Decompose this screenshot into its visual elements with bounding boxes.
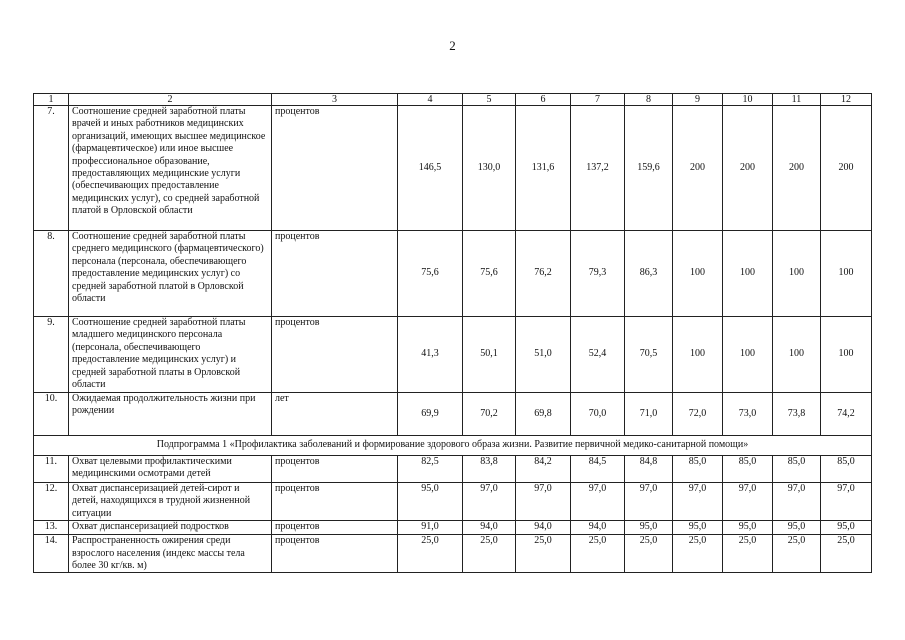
value-cell: 97,0 <box>516 483 571 521</box>
value-cell: 100 <box>821 231 872 317</box>
column-header: 10 <box>723 94 773 106</box>
unit-cell: процентов <box>272 521 398 535</box>
value-cell: 71,0 <box>625 393 673 436</box>
value-cell: 91,0 <box>398 521 463 535</box>
row-number: 10. <box>34 393 69 436</box>
table-row <box>34 106 872 231</box>
column-header: 8 <box>625 94 673 106</box>
row-number: 11. <box>34 456 69 483</box>
section-title: Подпрограмма 1 «Профилактика заболеваний и формирование здорового образа жизни. Развитие первичной медико-санитарной помощи» <box>34 436 872 456</box>
value-cell: 97,0 <box>723 483 773 521</box>
value-cell: 95,0 <box>398 483 463 521</box>
indicator-name: Соотношение средней заработной платы младшего медицинского персонала (персонала, обеспечивающего предоставление медицинских услуг) и средней заработной платы в Орловской области <box>69 317 272 393</box>
column-header: 1 <box>34 94 69 106</box>
value-cell: 97,0 <box>625 483 673 521</box>
unit-cell: процентов <box>272 483 398 521</box>
value-cell: 200 <box>673 106 723 231</box>
value-cell: 25,0 <box>516 535 571 573</box>
value-cell: 85,0 <box>821 456 872 483</box>
column-header: 6 <box>516 94 571 106</box>
value-cell: 82,5 <box>398 456 463 483</box>
row-number: 13. <box>34 521 69 535</box>
value-cell: 100 <box>773 317 821 393</box>
value-cell: 94,0 <box>463 521 516 535</box>
value-cell: 69,9 <box>398 393 463 436</box>
value-cell: 97,0 <box>821 483 872 521</box>
table-row <box>34 393 872 436</box>
indicator-name: Соотношение средней заработной платы среднего медицинского (фармацевтического) персонала (персонала, обеспечивающего предоставление медицинских услуг) со средней заработной платой в Орловской области <box>69 231 272 317</box>
value-cell: 83,8 <box>463 456 516 483</box>
value-cell: 84,8 <box>625 456 673 483</box>
value-cell: 25,0 <box>625 535 673 573</box>
value-cell: 95,0 <box>773 521 821 535</box>
value-cell: 70,5 <box>625 317 673 393</box>
table-row <box>34 456 872 483</box>
row-number: 12. <box>34 483 69 521</box>
value-cell: 75,6 <box>398 231 463 317</box>
column-header: 4 <box>398 94 463 106</box>
value-cell: 200 <box>723 106 773 231</box>
column-header: 12 <box>821 94 872 106</box>
value-cell: 94,0 <box>516 521 571 535</box>
value-cell: 94,0 <box>571 521 625 535</box>
table-row <box>34 317 872 393</box>
value-cell: 25,0 <box>673 535 723 573</box>
unit-cell: процентов <box>272 317 398 393</box>
unit-cell: процентов <box>272 535 398 573</box>
value-cell: 41,3 <box>398 317 463 393</box>
header-row <box>34 94 872 106</box>
value-cell: 25,0 <box>398 535 463 573</box>
value-cell: 100 <box>673 317 723 393</box>
value-cell: 97,0 <box>463 483 516 521</box>
value-cell: 95,0 <box>673 521 723 535</box>
value-cell: 130,0 <box>463 106 516 231</box>
value-cell: 69,8 <box>516 393 571 436</box>
value-cell: 70,2 <box>463 393 516 436</box>
page-number: 2 <box>449 38 456 53</box>
value-cell: 97,0 <box>571 483 625 521</box>
column-header: 3 <box>272 94 398 106</box>
value-cell: 73,8 <box>773 393 821 436</box>
unit-cell: процентов <box>272 106 398 231</box>
value-cell: 95,0 <box>821 521 872 535</box>
value-cell: 50,1 <box>463 317 516 393</box>
indicator-name: Охват диспансеризацией детей-сирот и детей, находящихся в трудной жизненной ситуации <box>69 483 272 521</box>
value-cell: 159,6 <box>625 106 673 231</box>
value-cell: 70,0 <box>571 393 625 436</box>
value-cell: 25,0 <box>773 535 821 573</box>
indicator-name: Распространенность ожирения среди взрослого населения (индекс массы тела более 30 кг/кв. м) <box>69 535 272 573</box>
indicators-table <box>33 93 872 573</box>
indicator-name: Охват диспансеризацией подростков <box>69 521 272 535</box>
row-number: 7. <box>34 106 69 231</box>
table-row <box>34 535 872 573</box>
value-cell: 74,2 <box>821 393 872 436</box>
value-cell: 146,5 <box>398 106 463 231</box>
value-cell: 79,3 <box>571 231 625 317</box>
value-cell: 100 <box>723 317 773 393</box>
value-cell: 97,0 <box>773 483 821 521</box>
value-cell: 85,0 <box>773 456 821 483</box>
table-row <box>34 483 872 521</box>
column-header: 2 <box>69 94 272 106</box>
value-cell: 100 <box>821 317 872 393</box>
value-cell: 85,0 <box>673 456 723 483</box>
row-number: 9. <box>34 317 69 393</box>
value-cell: 84,2 <box>516 456 571 483</box>
value-cell: 85,0 <box>723 456 773 483</box>
column-header: 7 <box>571 94 625 106</box>
value-cell: 72,0 <box>673 393 723 436</box>
value-cell: 100 <box>723 231 773 317</box>
value-cell: 95,0 <box>625 521 673 535</box>
value-cell: 25,0 <box>821 535 872 573</box>
column-header: 11 <box>773 94 821 106</box>
table-row <box>34 231 872 317</box>
value-cell: 100 <box>673 231 723 317</box>
unit-cell: процентов <box>272 231 398 317</box>
value-cell: 75,6 <box>463 231 516 317</box>
value-cell: 52,4 <box>571 317 625 393</box>
value-cell: 25,0 <box>571 535 625 573</box>
indicator-name: Охват целевыми профилактическими медицинскими осмотрами детей <box>69 456 272 483</box>
row-number: 14. <box>34 535 69 573</box>
indicator-name: Соотношение средней заработной платы врачей и иных работников медицинских организаций, имеющих высшее медицинское (фармацевтическое) или иное высшее профессиональное образование, предоставляющих медицинские услуги (обеспечивающих предоставление медицинских услуг), со средней заработной платой в Орловской области <box>69 106 272 231</box>
value-cell: 25,0 <box>723 535 773 573</box>
value-cell: 73,0 <box>723 393 773 436</box>
value-cell: 95,0 <box>723 521 773 535</box>
value-cell: 51,0 <box>516 317 571 393</box>
value-cell: 76,2 <box>516 231 571 317</box>
table-row <box>34 521 872 535</box>
indicator-name: Ожидаемая продолжительность жизни при рождении <box>69 393 272 436</box>
value-cell: 100 <box>773 231 821 317</box>
column-header: 9 <box>673 94 723 106</box>
value-cell: 25,0 <box>463 535 516 573</box>
value-cell: 84,5 <box>571 456 625 483</box>
unit-cell: лет <box>272 393 398 436</box>
value-cell: 86,3 <box>625 231 673 317</box>
row-number: 8. <box>34 231 69 317</box>
unit-cell: процентов <box>272 456 398 483</box>
value-cell: 200 <box>821 106 872 231</box>
column-header: 5 <box>463 94 516 106</box>
value-cell: 137,2 <box>571 106 625 231</box>
section-row <box>34 436 872 456</box>
value-cell: 200 <box>773 106 821 231</box>
value-cell: 131,6 <box>516 106 571 231</box>
value-cell: 97,0 <box>673 483 723 521</box>
